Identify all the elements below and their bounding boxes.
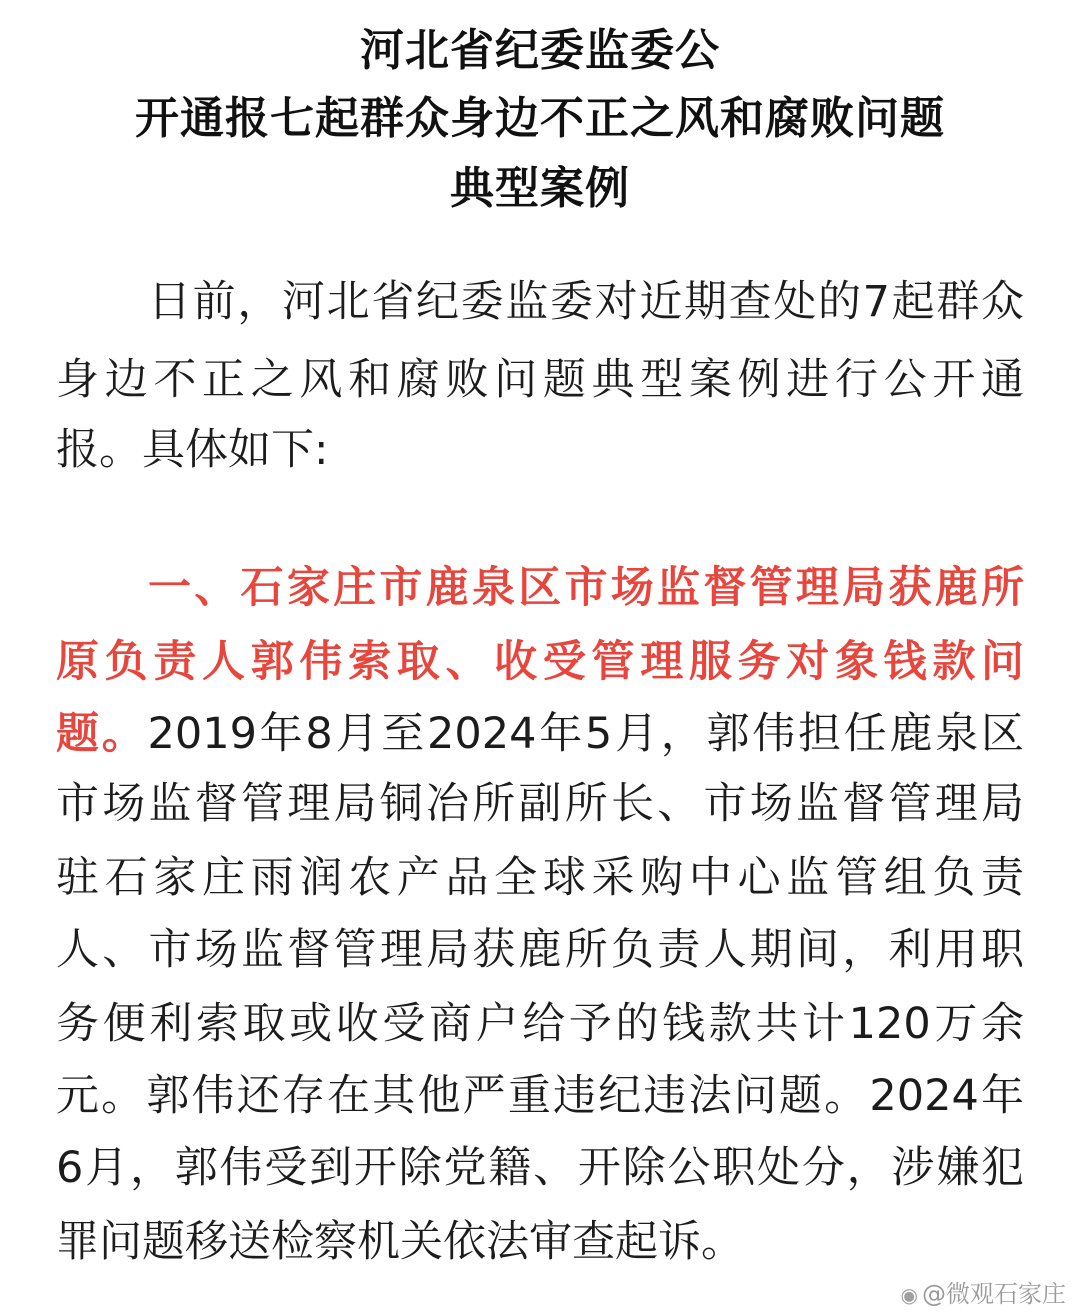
case-body-line-6: 元。郭伟还存在其他严重违纪违法问题。2024年 [56,1071,1024,1121]
case-body-line-2: 市场监督管理局铜冶所副所长、市场监督管理局 [56,779,1024,829]
case-heading-end: 题。 [56,709,148,759]
intro-line-2: 身边不正之风和腐败问题典型案例进行公开通 [56,355,1024,405]
page-title-line-3: 典型案例 [450,163,630,214]
watermark [901,1274,1066,1309]
case-body-line-1 [56,704,1024,764]
watermark-text: @微观石家庄 [922,1280,1066,1308]
intro-line-3: 报。具体如下: [56,425,329,475]
case-body-line-3: 驻石家庄雨润农产品全球采购中心监管组负责 [56,853,1024,903]
case-body-line-8: 罪问题移送检察机关依法审查起诉。 [56,1217,744,1267]
case-body-line-5: 务便利索取或收受商户给予的钱款共计120万余 [56,999,1024,1049]
case-body-line-1-text: 2019年8月至2024年5月，郭伟担任鹿泉区 [147,709,1024,759]
page-title-line-1: 河北省纪委监委公 [360,25,720,76]
intro-line-1: 日前，河北省纪委监委对近期查处的7起群众 [148,277,1024,327]
case-heading-line-2: 原负责人郭伟索取、收受管理服务对象钱款问 [56,637,1024,687]
weibo-icon: ◉ [900,1283,918,1307]
case-body-line-4: 人、市场监督管理局获鹿所负责人期间，利用职 [56,925,1024,975]
page-title-line-2: 开通报七起群众身边不正之风和腐败问题 [135,93,945,144]
case-heading-line-1: 一、石家庄市鹿泉区市场监督管理局获鹿所 [148,563,1024,613]
case-body-line-7: 6月，郭伟受到开除党籍、开除公职处分，涉嫌犯 [56,1143,1024,1193]
